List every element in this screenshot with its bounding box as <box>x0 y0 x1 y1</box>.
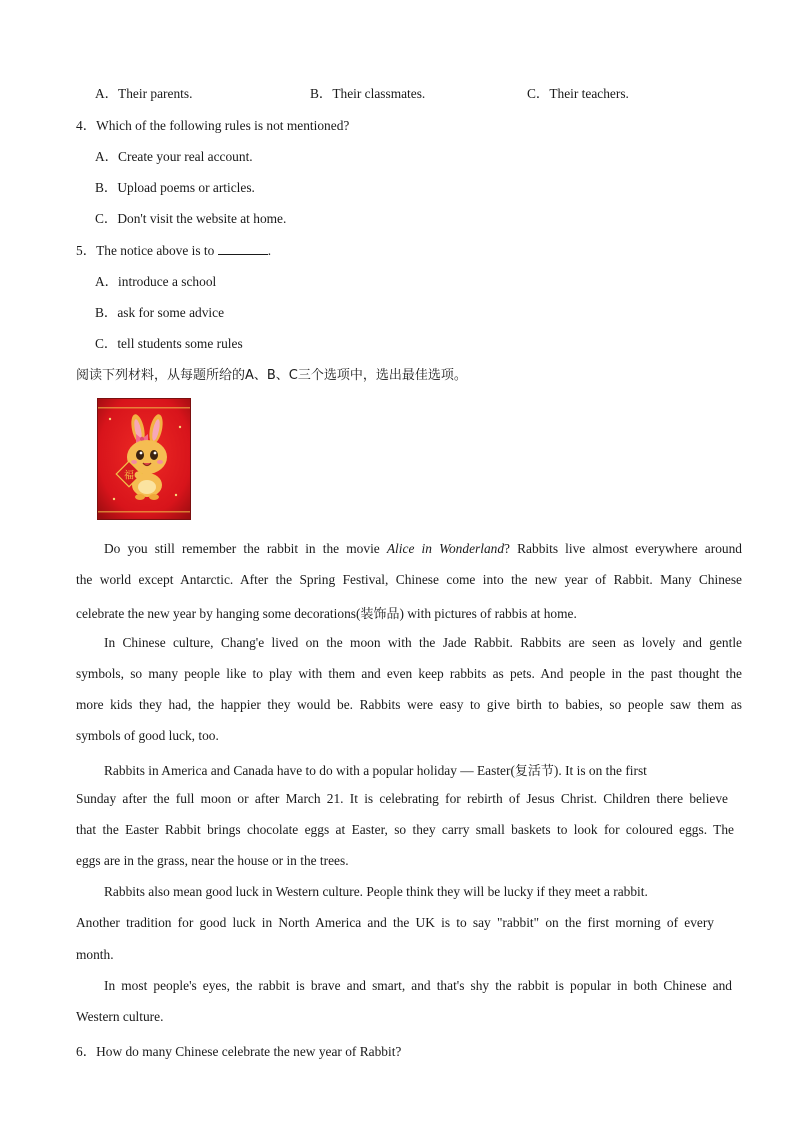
q3-option-b[interactable]: B．Their classmates. <box>310 86 426 101</box>
passage-p3-line4: eggs are in the grass, near the house or in the trees. <box>76 853 349 868</box>
passage-p3-line3: that the Easter Rabbit brings chocolate eggs at Easter, so they carry small baskets to look for coloured eggs. The <box>76 822 734 837</box>
passage-p1-line1 <box>76 541 742 557</box>
passage-text: Rabbits in America and Canada have to do with a popular holiday — Easter( <box>104 763 515 778</box>
q6-stem: 6．How do many Chinese celebrate the new year of Rabbit? <box>76 1044 402 1059</box>
movie-title: Alice in Wonderland <box>386 541 505 556</box>
fu-character: 福 <box>124 470 134 482</box>
rabbit-illustration-icon <box>98 399 191 520</box>
q3-option-a[interactable]: A．Their parents. <box>95 86 193 101</box>
q5-stem-text: 5．The notice above is to <box>76 243 218 258</box>
passage-p4-line1: Rabbits also mean good luck in Western culture. People think they will be lucky if they meet a rabbit. <box>104 884 648 899</box>
passage-p2-line1: In Chinese culture, Chang'e lived on the moon with the Jade Rabbit. Rabbits are seen as lovely and gentle <box>104 635 742 650</box>
q5-stem <box>76 240 271 259</box>
q5-option-c[interactable]: C．tell students some rules <box>95 336 243 351</box>
q4-option-a[interactable]: A．Create your real account. <box>95 149 253 164</box>
q4-option-b[interactable]: B．Upload poems or articles. <box>95 180 255 195</box>
passage-p1-line2: the world except Antarctic. After the Spring Festival, Chinese come into the new year of Rabbit. Many Chinese <box>76 572 742 587</box>
passage-p5-line2: Western culture. <box>76 1009 164 1024</box>
passage-text: ). It is on the first <box>553 763 647 778</box>
passage-p4-line3: month. <box>76 947 114 962</box>
passage-p1-line3 <box>76 603 742 622</box>
q4-stem: 4．Which of the following rules is not mentioned? <box>76 118 350 133</box>
passage-p2-line3: more kids they had, the happier they would be. Rabbits were easy to give birth to babies, so people saw them as <box>76 697 742 712</box>
passage-text: Do you still remember the rabbit in the movie <box>104 541 387 556</box>
passage-p2-line2: symbols, so many people like to play with them and even keep rabbits as pets. And people in the past thought the <box>76 666 742 681</box>
rabbit-new-year-image <box>97 398 191 520</box>
reading-instruction: 阅读下列材料，从每题所给的A、B、C三个选项中，选出最佳选项。 <box>76 368 467 383</box>
q5-option-a[interactable]: A．introduce a school <box>95 274 217 289</box>
q5-option-b[interactable]: B．ask for some advice <box>95 305 225 320</box>
answer-blank <box>218 242 268 255</box>
passage-p2-line4: symbols of good luck, too. <box>76 728 219 743</box>
q5-stem-end: . <box>267 243 272 258</box>
chinese-gloss: 装饰品 <box>360 607 400 622</box>
chinese-gloss: 复活节 <box>514 764 554 779</box>
q3-options <box>95 83 735 103</box>
q3-option-c[interactable]: C．Their teachers. <box>527 86 629 101</box>
passage-text: ? Rabbits live almost everywhere around <box>504 541 742 556</box>
passage-p4-line2: Another tradition for good luck in North America and the UK is to say "rabbit" on the first morning of every <box>76 915 714 930</box>
passage-text: ) with pictures of rabbis at home. <box>399 606 577 621</box>
q4-option-c[interactable]: C．Don't visit the website at home. <box>95 211 287 226</box>
passage-p5-line1: In most people's eyes, the rabbit is brave and smart, and that's shy the rabbit is popular in both Chinese and <box>104 978 732 993</box>
passage-p3-line2: Sunday after the full moon or after March 21. It is celebrating for rebirth of Jesus Christ. Children there believe <box>76 791 728 806</box>
passage-text: celebrate the new year by hanging some decorations( <box>76 606 361 621</box>
passage-p3-line1 <box>76 760 678 779</box>
